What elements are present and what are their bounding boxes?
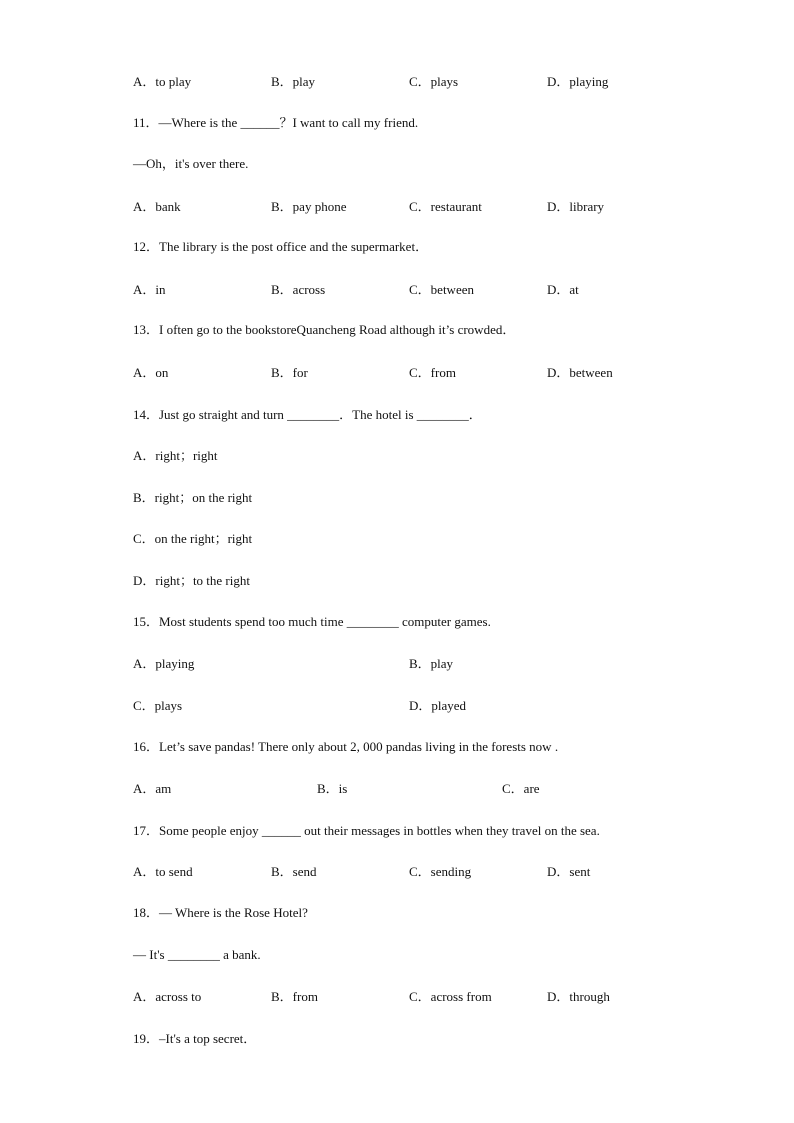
q14-option-d: D．right；to the right	[133, 573, 250, 588]
q12-stem: 12．The library is the post office and the supermarket．	[133, 239, 429, 254]
q13-option-c: C．from	[409, 365, 456, 380]
q17-option-b: B．send	[271, 864, 317, 879]
q11-option-b: B．pay phone	[271, 199, 347, 214]
q11-option-d: D．library	[547, 199, 605, 214]
q10-option-a: A．to play	[133, 74, 192, 89]
q18-reply: — It's ________ a bank.	[133, 947, 261, 962]
q13-option-b: B．for	[271, 365, 308, 380]
q12-option-d: D．at	[547, 282, 579, 297]
q15-option-b: B．play	[409, 656, 454, 671]
q10-option-c: C．plays	[409, 74, 459, 89]
q14-option-c: C．on the right；right	[133, 531, 253, 546]
q12-option-a: A．in	[133, 282, 166, 297]
q11-option-c: C．restaurant	[409, 199, 482, 214]
q19-stem: 19．–It's a top secret．	[133, 1031, 257, 1046]
q17-option-d: D．sent	[547, 864, 591, 879]
q16-stem: 16．Let’s save pandas! There only about 2, 000 pandas living in the forests now .	[133, 739, 559, 754]
q12-option-c: C．between	[409, 282, 474, 297]
q15-option-d: D．played	[409, 698, 467, 713]
q11-stem: 11．—Where is the ______？I want to call my friend.	[133, 115, 419, 130]
q18-option-a: A．across to	[133, 989, 202, 1004]
q18-option-b: B．from	[271, 989, 318, 1004]
q14-option-a: A．right；right	[133, 448, 218, 463]
q16-option-c: C．are	[502, 781, 540, 796]
q14-stem: 14．Just go straight and turn ________．The hotel is ________．	[133, 407, 482, 422]
q16-option-a: A．am	[133, 781, 172, 796]
q10-option-d: D．playing	[547, 74, 609, 89]
q13-stem: 13．I often go to the bookstoreQuancheng Road although it’s crowded．	[133, 322, 516, 337]
q18-option-c: C．across from	[409, 989, 492, 1004]
q13-option-d: D．between	[547, 365, 613, 380]
q18-stem: 18．— Where is the Rose Hotel?	[133, 905, 308, 920]
q11-option-a: A．bank	[133, 199, 181, 214]
q15-option-c: C．plays	[133, 698, 183, 713]
q14-option-b: B．right；on the right	[133, 490, 253, 505]
q13-option-a: A．on	[133, 365, 169, 380]
q17-stem: 17．Some people enjoy ______ out their messages in bottles when they travel on the sea.	[133, 823, 600, 838]
q12-option-b: B．across	[271, 282, 326, 297]
q10-option-b: B．play	[271, 74, 316, 89]
q11-reply: —Oh，it's over there.	[133, 156, 249, 171]
q17-option-c: C．sending	[409, 864, 472, 879]
q16-option-b: B．is	[317, 781, 348, 796]
q17-option-a: A．to send	[133, 864, 193, 879]
q15-option-a: A．playing	[133, 656, 195, 671]
q18-option-d: D．through	[547, 989, 610, 1004]
q15-stem: 15．Most students spend too much time ________ computer games.	[133, 614, 491, 629]
